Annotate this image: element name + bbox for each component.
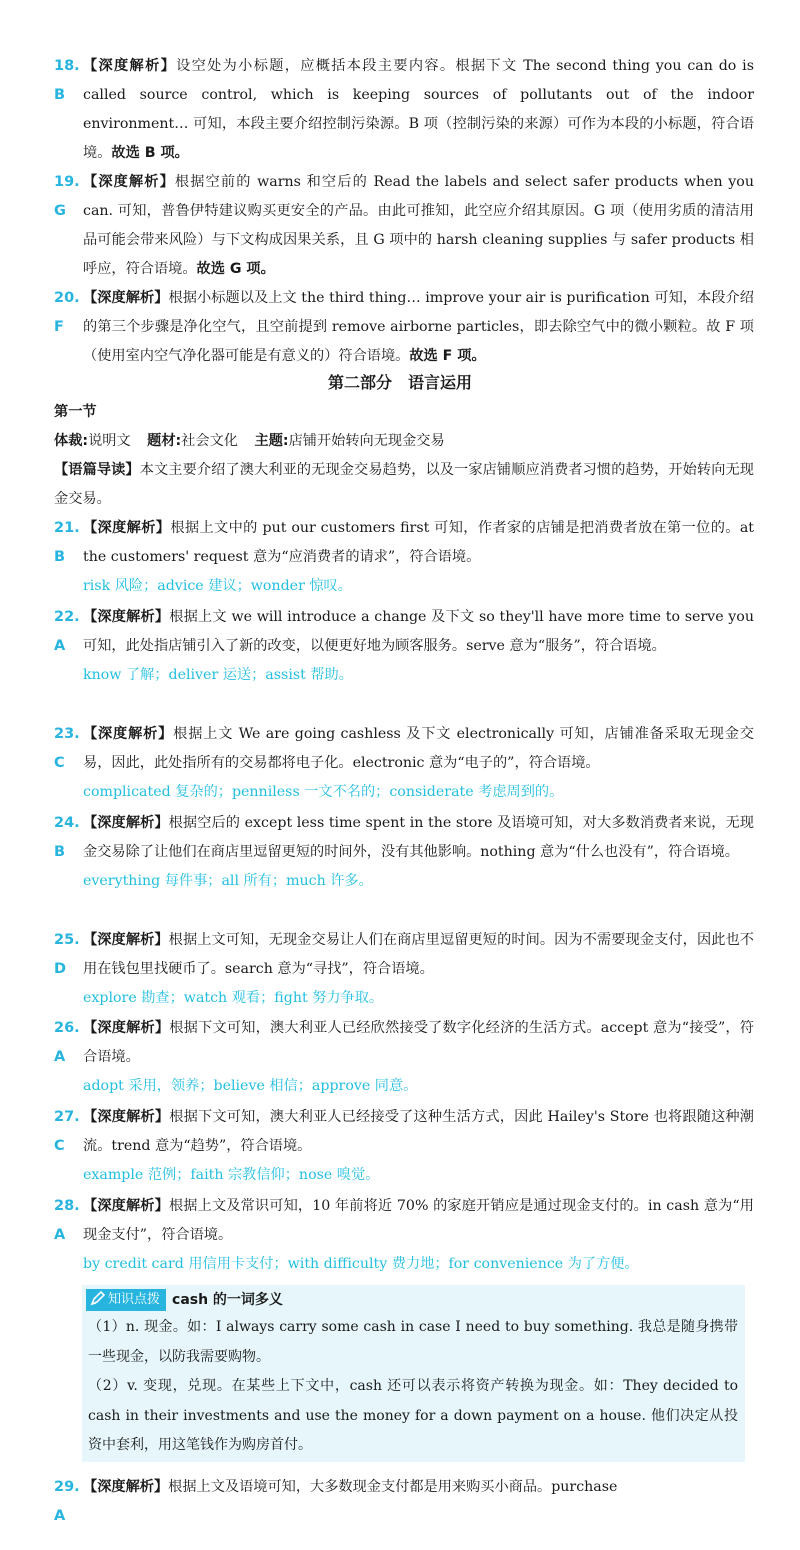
analysis-text: 根据上文 We are going cashless 及下文 electronically 可知，店铺准备采取无现金交易，因此，此处指所有的交易都将电子化。electronic 意为“电子的”，符合语境。: [83, 726, 754, 771]
answer-item-21: [54, 514, 754, 601]
answer-number: 28. A: [54, 1198, 80, 1243]
theme-value: 店铺开始转向无现金交易: [288, 433, 445, 449]
distractor-notes: everything 每件事；all 所有；much 许多。: [83, 873, 373, 889]
analysis-tag: 【深度解析】: [83, 1109, 170, 1125]
section-label: 第一节: [54, 404, 97, 420]
analysis-text: 根据下文可知，澳大利亚人已经接受了这种生活方式，因此 Hailey's Store 也将跟随这种潮流。trend 意为“趋势”，符合语境。: [83, 1109, 754, 1154]
part-heading: 第二部分 语言运用: [327, 373, 472, 392]
analysis-text: 根据小标题以及上文 the third thing… improve your air is purification 可知，本段介绍的第三个步骤是净化空气，且空前提到 remove airborne particles，即去除空气中的微小颗粒。故 F 项（使用室内空气净化器可能是有意义的）符合语境。: [83, 290, 754, 364]
analysis-text: 根据下文可知，澳大利亚人已经欣然接受了数字化经济的生活方式。accept 意为“接受”，符合语境。: [83, 1020, 754, 1065]
answer-number: 29. A: [54, 1479, 80, 1524]
answer-item-26: [54, 1014, 754, 1101]
answer-item-19: [54, 168, 754, 284]
answer-number: 23. C: [54, 726, 80, 771]
answer-item-25: [54, 926, 754, 1013]
answer-item-28: [54, 1192, 754, 1279]
analysis-tag: 【深度解析】: [83, 1198, 169, 1214]
analysis-tag: 【深度解析】: [83, 290, 169, 306]
knowledge-badge: [86, 1289, 166, 1311]
guide-label: 【语篇导读】: [54, 462, 140, 478]
analysis-text: 根据上文中的 put our customers first 可知，作者家的店铺是把消费者放在第一位的。at the customers' request 意为“应消费者的请求”，符合语境。: [83, 520, 754, 565]
analysis-text: 根据空后的 except less time spent in the store 及语境可知，对大多数消费者来说，无现金交易除了让他们在商店里逗留更短的时间外，没有其他影响。nothing 意为“什么也没有”，符合语境。: [83, 815, 754, 860]
genre-label: 体裁:: [54, 433, 89, 449]
guide-text: 本文主要介绍了澳大利亚的无现金交易趋势，以及一家店铺顺应消费者习惯的趋势，开始转向无现金交易。: [54, 462, 754, 507]
distractor-notes: risk 风险；advice 建议；wonder 惊叹。: [83, 578, 352, 594]
conclusion: 故选 F 项。: [409, 348, 486, 364]
analysis-tag: 【深度解析】: [83, 58, 177, 74]
analysis-tag: 【深度解析】: [83, 609, 170, 625]
answer-number: 27. C: [54, 1109, 80, 1154]
analysis-tag: 【深度解析】: [83, 815, 169, 831]
analysis-tag: 【深度解析】: [83, 1020, 170, 1036]
knowledge-content: [88, 1313, 738, 1461]
genre-line: [54, 427, 754, 456]
analysis-tag: 【深度解析】: [83, 726, 174, 742]
analysis-text: 根据上文及语境可知，大多数现金支付都是用来购买小商品。purchase: [168, 1479, 618, 1495]
knowledge-line-2: （2）v. 变现，兑现。在某些上下文中，cash 还可以表示将资产转换为现金。如：They decided to cash in their investments and use the money for a down payment on a house. 他们决定从投资中套利，用这笔钱作为购房首付。: [88, 1378, 738, 1453]
analysis-text: 根据空前的 warns 和空后的 Read the labels and select safer products when you can. 可知，普鲁伊特建议购买更安全的产品。由此可推知，此空应介绍其原因。G 项（使用劣质的清洁用品可能会带来风险）与下文构成因果关系，且 G 项中的 harsh cleaning supplies 与 safer products 相呼应，符合语境。: [83, 174, 754, 277]
analysis-text: 根据上文可知，无现金交易让人们在商店里逗留更短的时间。因为不需要现金支付，因此也不用在钱包里找硬币了。search 意为“寻找”，符合语境。: [83, 932, 754, 977]
genre-value: 说明文: [88, 433, 131, 449]
distractor-notes: explore 勘查；watch 观看；fight 努力争取。: [83, 990, 384, 1006]
pencil-icon: [90, 1290, 106, 1306]
topic-value: 社会文化: [181, 433, 238, 449]
distractor-notes: example 范例；faith 宗教信仰；nose 嗅觉。: [83, 1167, 380, 1183]
knowledge-badge-label: 知识点拨: [108, 1292, 161, 1307]
distractor-notes: know 了解；deliver 运送；assist 帮助。: [83, 667, 353, 683]
topic-label: 题材:: [147, 433, 182, 449]
distractor-notes: complicated 复杂的；penniless 一文不名的；considerate 考虑周到的。: [83, 784, 564, 800]
knowledge-line-1: （1）n. 现金。如：I always carry some cash in case I need to buy something. 我总是随身携带一些现金，以防我需要购物。: [88, 1319, 738, 1365]
answer-number: 24. B: [54, 815, 80, 860]
conclusion: 故选 G 项。: [196, 261, 275, 277]
answer-item-18: [54, 52, 754, 168]
answer-item-22: [54, 603, 754, 690]
answer-item-20: [54, 284, 754, 371]
answer-item-29: [54, 1473, 754, 1524]
analysis-text: 设空处为小标题，应概括本段主要内容。根据下文 The second thing you can do is called source control, which is keeping sources of pollutants out of the indoor environment… 可知，本段主要介绍控制污染源。B 项（控制污染的来源）可作为本段的小标题，符合语境。: [83, 58, 754, 161]
knowledge-box: [82, 1285, 745, 1462]
analysis-text: 根据上文 we will introduce a change 及下文 so they'll have more time to serve you 可知，此处指店铺引入了新的改变，以便更好地为顾客服务。serve 意为“服务”，符合语境。: [83, 609, 754, 654]
analysis-tag: 【深度解析】: [83, 1479, 169, 1495]
knowledge-box-title: [86, 1289, 283, 1311]
answer-number: 25. D: [54, 932, 80, 977]
answer-number: 18. B: [54, 58, 80, 103]
analysis-tag: 【深度解析】: [83, 932, 169, 948]
answer-item-27: [54, 1103, 754, 1190]
analysis-tag: 【深度解析】: [83, 174, 175, 190]
answer-item-24: [54, 809, 754, 896]
analysis-tag: 【深度解析】: [83, 520, 171, 536]
knowledge-word: cash 的一词多义: [172, 1292, 283, 1308]
distractor-notes: adopt 采用，领养；believe 相信；approve 同意。: [83, 1078, 418, 1094]
answer-number: 20. F: [54, 290, 80, 335]
theme-label: 主题:: [254, 433, 289, 449]
answer-number: 22. A: [54, 609, 80, 654]
analysis-text: 根据上文及常识可知，10 年前将近 70% 的家庭开销应是通过现金支付的。in cash 意为“用现金支付”，符合语境。: [83, 1198, 754, 1243]
answer-number: 21. B: [54, 520, 80, 565]
passage-guide: [54, 456, 754, 514]
answer-number: 19. G: [54, 174, 80, 219]
answer-item-23: [54, 720, 754, 807]
answer-number: 26. A: [54, 1020, 80, 1065]
distractor-notes: by credit card 用信用卡支付；with difficulty 费力地；for convenience 为了方便。: [83, 1256, 639, 1272]
conclusion: 故选 B 项。: [111, 145, 189, 161]
